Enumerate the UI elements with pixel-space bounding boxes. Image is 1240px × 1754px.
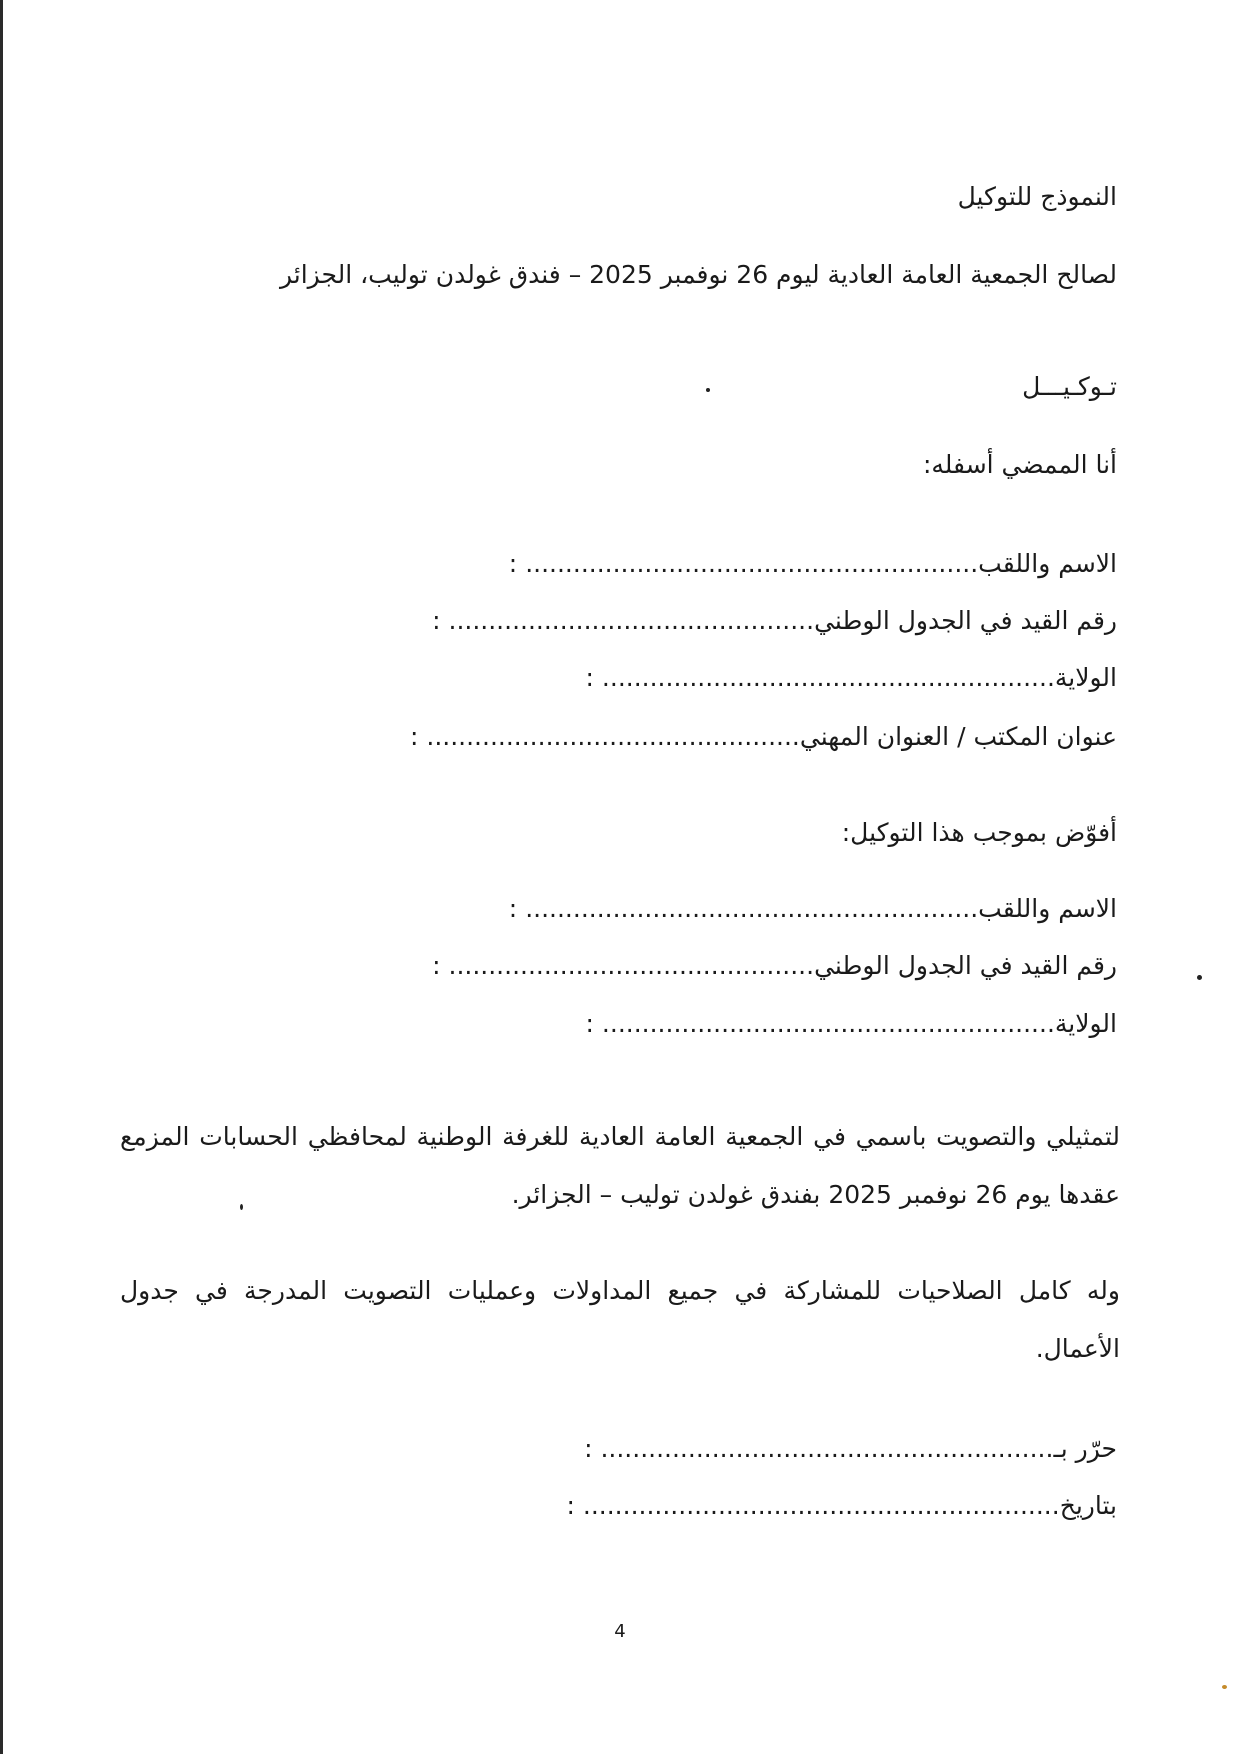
proxy-intro: أفوّض بموجب هذا التوكيل: <box>841 818 1117 847</box>
scan-speck <box>1197 975 1202 980</box>
field-colon: : <box>585 663 594 692</box>
field-colon: : <box>566 1491 575 1520</box>
field-colon: : <box>432 606 441 635</box>
field-label: بتاريخ <box>1059 1491 1117 1520</box>
field-label: رقم القيد في الجدول الوطني <box>814 951 1117 980</box>
field-label: عنوان المكتب / العنوان المهني <box>799 722 1117 751</box>
field-dots: ............................................... <box>426 722 800 751</box>
field-colon: : <box>409 722 419 751</box>
proxy-registration-field <box>432 949 1117 983</box>
field-label: الولاية <box>1054 1009 1117 1038</box>
field-colon: : <box>585 1009 594 1038</box>
field-colon: : <box>508 549 518 578</box>
principal-address-field <box>410 720 1117 754</box>
page-number: 4 <box>614 1621 626 1642</box>
field-dots: ......................................................... <box>525 894 979 923</box>
field-colon: : <box>508 894 518 923</box>
field-dots: ......................................................... <box>601 1009 1055 1038</box>
powers-paragraph: وله كامل الصلاحيات للمشاركة في جميع المداولات وعمليات التصويت المدرجة في جدول الأعمال. <box>120 1276 1120 1363</box>
place-field <box>584 1432 1117 1466</box>
principal-name-field <box>509 547 1117 581</box>
scan-speck <box>706 388 710 392</box>
field-label: الاسم واللقب <box>978 894 1117 923</box>
field-label: حرّر بـ <box>1053 1434 1117 1463</box>
field-dots: .............................................. <box>448 606 815 635</box>
field-dots: ......................................................... <box>600 1434 1054 1463</box>
principal-wilaya-field <box>586 661 1117 695</box>
proxy-name-field <box>509 892 1117 926</box>
scan-speck <box>1222 1685 1227 1689</box>
scan-edge <box>0 0 3 1754</box>
principal-registration-field <box>432 604 1117 638</box>
field-label: رقم القيد في الجدول الوطني <box>814 606 1117 635</box>
field-dots: ............................................................ <box>582 1491 1060 1520</box>
field-dots: ......................................................... <box>525 549 979 578</box>
field-label: الاسم واللقب <box>978 549 1117 578</box>
document-title: تـوكـيـــل <box>1022 372 1117 401</box>
field-dots: .............................................. <box>448 951 815 980</box>
field-dots: ......................................................... <box>601 663 1055 692</box>
scan-speck <box>240 1204 243 1210</box>
principal-intro: أنا الممضي أسفله: <box>922 450 1117 479</box>
form-title: النموذج للتوكيل <box>957 182 1117 211</box>
form-subtitle: لصالح الجمعية العامة العادية ليوم 26 نوفمبر 2025 – فندق غولدن توليب، الجزائر <box>279 260 1117 289</box>
field-colon: : <box>432 951 441 980</box>
field-label: الولاية <box>1054 663 1117 692</box>
date-field <box>567 1489 1118 1523</box>
proxy-wilaya-field <box>586 1007 1117 1041</box>
field-colon: : <box>584 1434 593 1463</box>
representation-paragraph: لتمثيلي والتصويت باسمي في الجمعية العامة العادية للغرفة الوطنية لمحافظي الحسابات المزمع عقدها يوم 26 نوفمبر 2025 بفندق غولدن توليب – الجزائر. <box>120 1122 1120 1209</box>
